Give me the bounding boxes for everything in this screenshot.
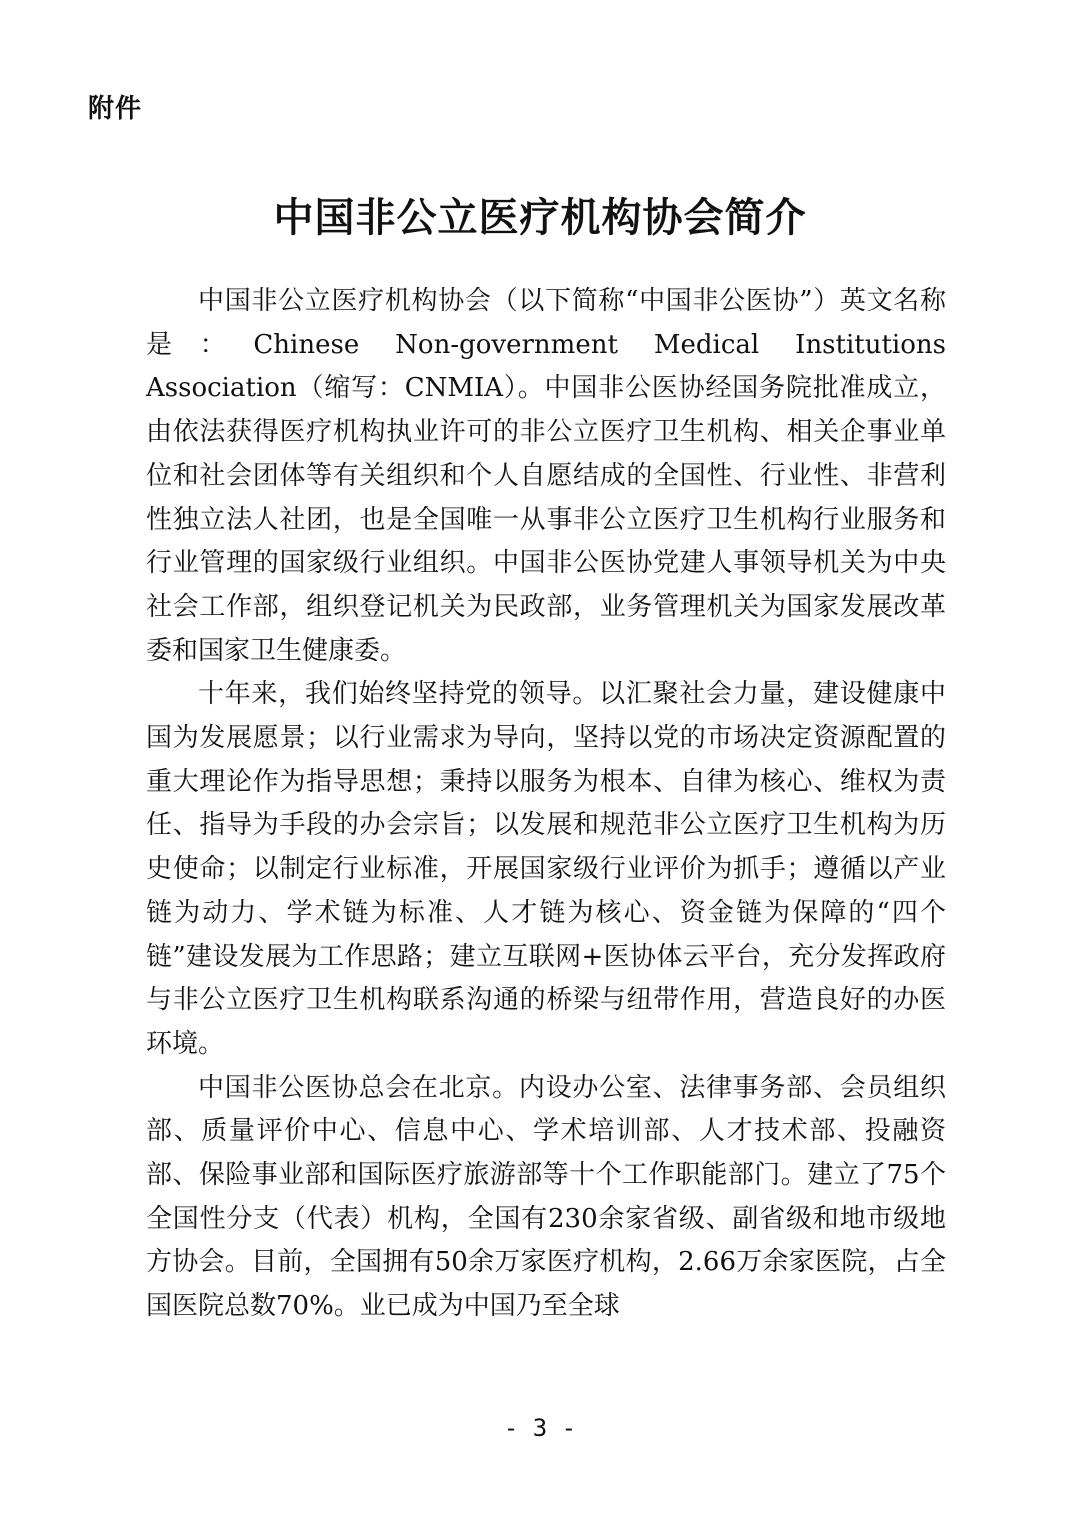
- paragraph-organization-structure: 中国非公医协总会在北京。内设办公室、法律事务部、会员组织部、质量评价中心、信息中心、学术培训部、人才技术部、投融资部、保险事业部和国际医疗旅游部等十个工作职能部门。建立了75个全国性分支（代表）机构，全国有230余家省级、副省级和地市级地方协会。目前，全国拥有50余万家医疗机构，2.66万余家医院，占全国医院总数70%。业已成为中国乃至全球: [146, 1072, 946, 1322]
- attachment-label: 附件: [88, 94, 143, 124]
- paragraph-introduction: 中国非公立医疗机构协会（以下简称“中国非公医协”）英文名称是：Chinese Non-government Medical Institutions Association（缩写：CNMIA）。中国非公医协经国务院批准成立，由依法获得医疗机构执业许可的非公立医疗卫生机构、相关企事业单位和社会团体等有关组织和个人自愿结成的全国性、行业性、非营利性独立法人社团，也是全国唯一从事非公立医疗卫生机构行业服务和行业管理的国家级行业组织。中国非公医协党建人事领导机关为中央社会工作部，组织登记机关为民政部，业务管理机关为国家发展改革委和国家卫生健康委。: [146, 286, 946, 666]
- paragraph-decade-overview: 十年来，我们始终坚持党的领导。以汇聚社会力量，建设健康中国为发展愿景；以行业需求为导向，坚持以党的市场决定资源配置的重大理论作为指导思想；秉持以服务为根本、自律为核心、维权为责任、指导为手段的办会宗旨；以发展和规范非公立医疗卫生机构为历史使命；以制定行业标准，开展国家级行业评价为抓手；遵循以产业链为动力、学术链为标准、人才链为核心、资金链为保障的“四个链”建设发展为工作思路；建立互联网+医协体云平台，充分发挥政府与非公立医疗卫生机构联系沟通的桥梁与纽带作用，营造良好的办医环境。: [146, 679, 946, 1059]
- page-number: - 3 -: [503, 1414, 577, 1442]
- document-body: [146, 280, 946, 1329]
- document-title: 中国非公立医疗机构协会简介: [273, 194, 807, 241]
